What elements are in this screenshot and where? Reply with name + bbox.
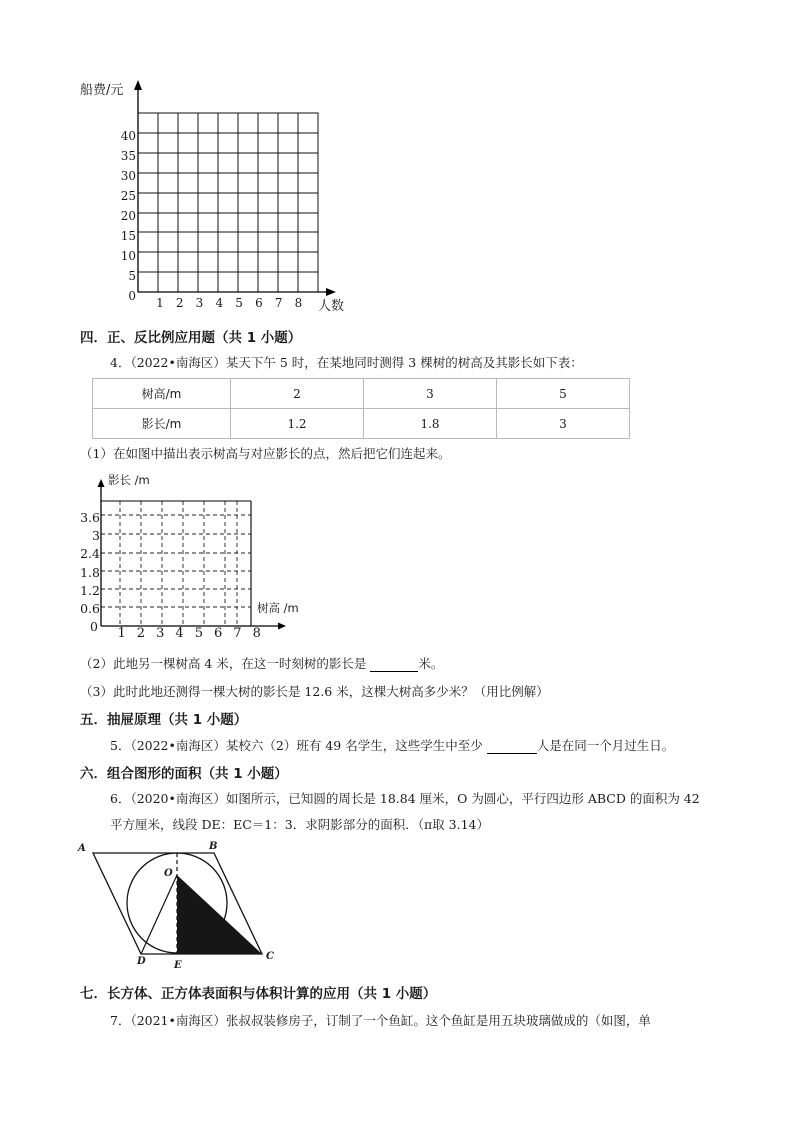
table-cell: 2 [231,379,364,409]
q5-text-end: 人是在同一个月过生日。 [536,738,675,753]
q4-part1: （1）在如图中描出表示树高与对应影长的点，然后把它们连起来。 [80,446,451,461]
chart2-y-ticks [72,509,100,618]
chart2-x-label: 树高 /m [257,601,299,615]
table-cell: 3 [364,379,497,409]
chart1-x-ticks [150,296,308,310]
x-tick: 6 [255,296,263,310]
chart2-origin: 0 [90,619,98,634]
question-5 [110,736,674,754]
chart2-grid [101,501,251,626]
y-tick: 15 [120,229,136,243]
table-cell: 5 [497,379,630,409]
y-axis-arrow-icon [98,479,105,487]
label-o: O [164,868,173,879]
q7-number: 7． [110,1013,131,1028]
q5-number: 5． [110,738,131,753]
q5-text: 某校六（2）班有 49 名学生，这些学生中至少 [225,738,483,753]
row-label: 树高/m [93,379,231,409]
table-row [93,409,630,439]
section5-heading: 五．抽屉原理（共 1 小题） [80,712,248,728]
y-tick: 3 [92,528,100,544]
x-tick: 4 [215,296,224,310]
boat-fee-grid-chart [70,70,370,320]
x-tick: 4 [175,626,184,641]
x-tick: 2 [136,626,146,641]
question-6-line1 [110,789,700,807]
y-tick: 40 [120,129,136,143]
label-e: E [174,960,182,971]
x-tick: 5 [235,296,243,310]
row-label: 影长/m [93,409,231,439]
answer-blank[interactable] [487,738,537,754]
x-tick: 6 [213,626,223,641]
y-axis-arrow-icon [134,80,142,90]
q4-part2-text: （2）此地另一棵树高 4 米，在这一时刻树的影长是 [80,656,367,671]
table-cell: 1.2 [231,409,364,439]
y-tick: 0.6 [80,601,100,617]
q5-source: （2022•南海区） [130,738,226,753]
x-tick: 8 [252,626,261,641]
q7-source: （2021•南海区） [130,1013,226,1028]
y-tick: 30 [120,169,136,183]
chart2-x-ticks [112,626,266,641]
x-tick: 2 [175,296,184,310]
x-tick: 3 [195,296,204,310]
answer-blank[interactable] [370,656,418,672]
question-7 [110,1011,651,1029]
q6-source: （2020•南海区） [130,791,226,806]
x-tick: 3 [156,626,165,641]
y-tick: 0 [128,289,136,303]
shaded-triangle [177,875,262,954]
y-tick: 1.2 [80,582,100,598]
table-cell: 3 [497,409,630,439]
y-tick: 5 [128,269,136,283]
q4-part2 [80,654,443,672]
parallelogram-circle-figure [74,842,274,972]
table-row [93,379,630,409]
y-tick: 20 [120,209,136,223]
label-d: D [137,956,146,967]
q6-text-2: 平方厘米，线段 DE：EC＝1：3．求阴影部分的面积．（π取 3.14） [110,817,489,832]
label-b: B [209,841,218,852]
q4-part2-unit: 米。 [418,656,444,671]
section6-heading: 六．组合图形的面积（共 1 小题） [80,766,288,782]
chart1-x-label: 人数 [318,299,345,314]
x-tick: 7 [274,296,283,310]
chart1-grid [138,113,318,292]
q7-text: 张叔叔装修房子，订制了一个鱼缸。这个鱼缸是用五块玻璃做成的（如图，单 [225,1013,651,1028]
section4-heading: 四．正、反比例应用题（共 1 小题） [80,330,302,346]
y-tick: 1.8 [80,564,100,580]
chart2-y-label: 影长 /m [108,473,150,487]
q6-text-1: 如图所示，已知圆的周长是 18.84 厘米，O 为圆心，平行四边形 ABCD 的面积为 42 [225,791,700,806]
x-axis-arrow-icon [278,623,286,630]
chart1-y-ticks [118,126,136,306]
chart1-y-label: 船费/元 [80,83,124,98]
x-tick: 8 [294,296,303,310]
chart2-axes [101,484,280,626]
y-tick: 25 [120,189,136,203]
q4-source: （2022•南海区） [130,355,226,370]
y-tick: 2.4 [80,546,100,562]
y-tick: 3.6 [80,510,100,525]
question-4 [110,353,583,371]
q6-number: 6． [110,791,131,806]
y-tick: 35 [120,149,136,163]
chart1-axes [138,85,332,292]
y-tick: 10 [120,249,136,263]
label-a: A [78,843,86,854]
q4-text: 某天下午 5 时，在某地同时测得 3 棵树的树高及其影长如下表： [225,355,583,370]
section7-heading: 七．长方体、正方体表面积与体积计算的应用（共 1 小题） [80,986,437,1002]
x-tick: 1 [117,626,126,641]
table-cell: 1.8 [364,409,497,439]
tree-shadow-table [92,378,630,439]
x-tick: 1 [156,296,164,310]
q4-number: 4． [110,355,131,370]
label-c: C [266,951,274,962]
x-tick: 7 [233,626,242,641]
segment-od [141,875,177,954]
x-tick: 5 [194,626,203,641]
q4-part3: （3）此时此地还测得一棵大树的影长是 12.6 米，这棵大树高多少米？（用比例解） [80,684,549,699]
